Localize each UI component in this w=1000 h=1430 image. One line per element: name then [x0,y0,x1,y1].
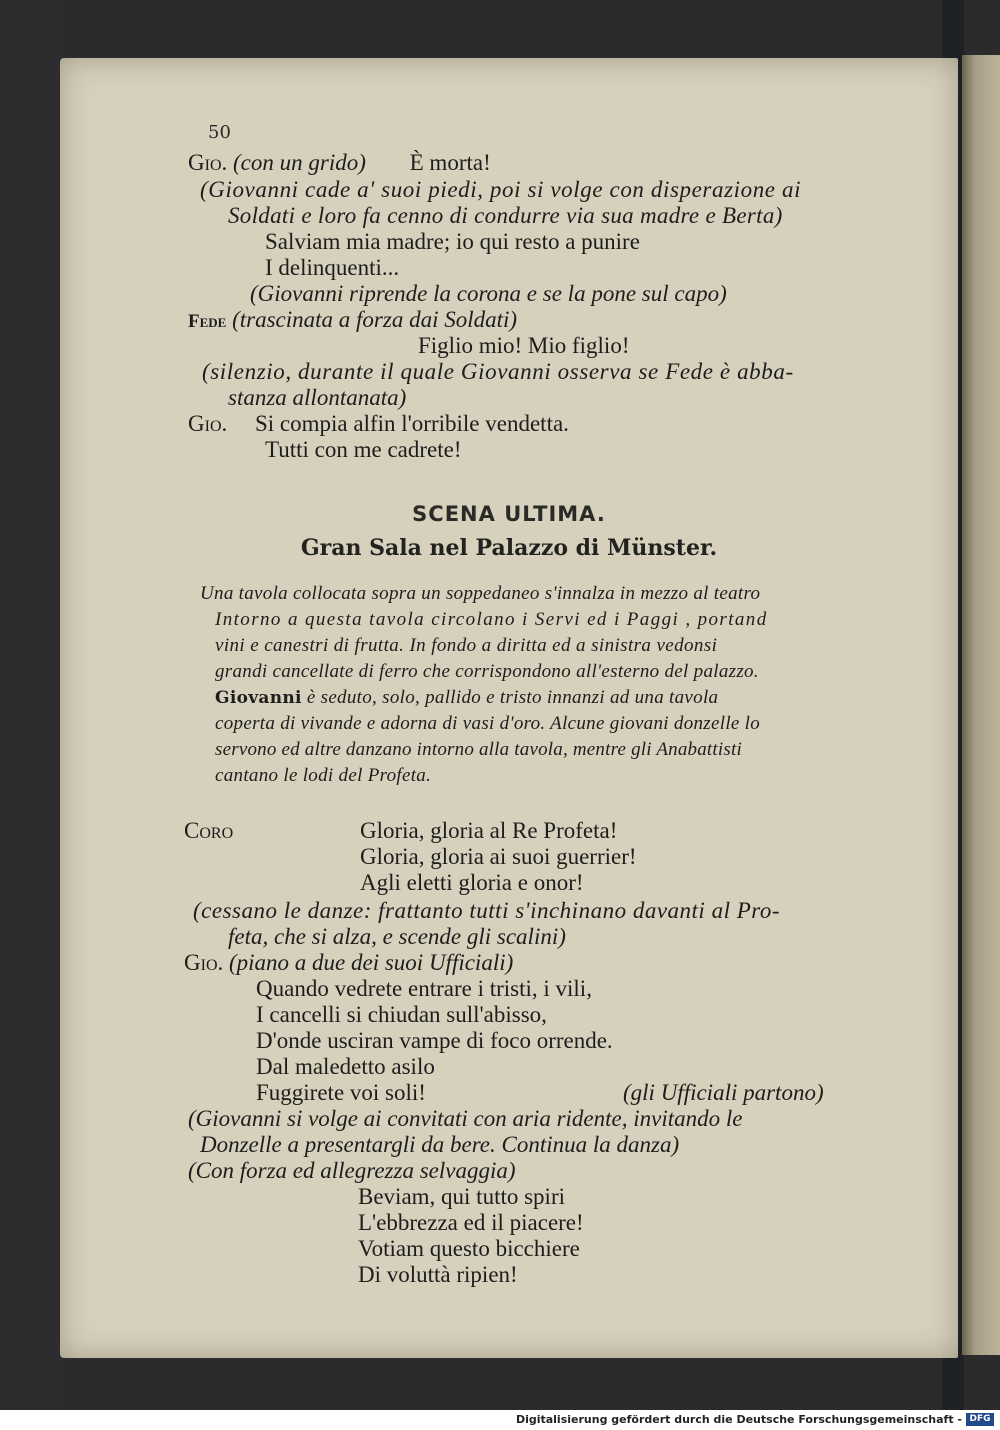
book-page [60,58,958,1358]
stage-direction: (Con forza ed allegrezza selvaggia) [188,1158,516,1183]
footer-credit: Digitalisierung gefördert durch die Deutsche Forschungsgemeinschaft - [515,1413,962,1426]
verse-line: I cancelli si chiudan sull'abisso, [256,1002,547,1027]
verse-line: D'onde usciran vampe di foco orrende. [256,1028,613,1053]
stage-direction: Soldati e loro fa cenno di condurre via sua madre e Berta) [228,203,783,228]
scene-description-line: cantano le lodi del Profeta. [215,765,432,786]
verse-text: È morta! [409,150,491,175]
speaker-label: Gio. [188,150,228,175]
stage-direction: (silenzio, durante il quale Giovanni osserva se Fede è abba- [202,359,794,384]
verse-line: Figlio mio! Mio figlio! [418,333,630,358]
scene-description-line: Una tavola collocata sopra un soppedaneo s'innalza in mezzo al teatro [200,583,761,604]
verse-line: I delinquenti... [265,255,400,280]
verse-line: Votiam questo bicchiere [358,1236,580,1261]
character-name: Giovanni [215,688,302,708]
verse-line: Agli eletti gloria e onor! [360,870,584,895]
dialogue-line [188,150,491,176]
verse-text: Si compia alfin l'orribile vendetta. [255,411,569,436]
stage-direction: (Giovanni si volge ai convitati con aria ridente, invitando le [188,1106,743,1131]
dialogue-line [184,950,513,976]
scanner-background-left [0,0,62,1410]
speaker-label: Coro [184,818,234,843]
stage-direction: (cessano le danze: frattanto tutti s'inchinano davanti al Pro- [193,898,781,923]
verse-line: Fuggirete voi soli! [256,1080,426,1105]
verse-line: L'ebbrezza ed il piacere! [358,1210,584,1235]
verse-line: Gloria, gloria al Re Profeta! [360,818,618,843]
scene-description-line [215,686,718,710]
dfg-logo: DFG [966,1413,994,1426]
scene-description-line: coperta di vivande e adorna di vasi d'oro. Alcune giovani donzelle lo [215,713,761,734]
dialogue-line [188,307,517,335]
stage-direction: (gli Ufficiali partono) [623,1080,824,1105]
scene-subtitle: Gran Sala nel Palazzo di Münster. [300,535,718,561]
stage-direction: Donzelle a presentargli da bere. Continua la danza) [200,1132,680,1157]
verse-line: Salviam mia madre; io qui resto a punire [265,229,640,254]
verse-line: Dal maledetto asilo [256,1054,435,1079]
speaker-label: Gio. [188,411,228,436]
scene-description-line: grandi cancellate di ferro che corrispondono all'esterno del palazzo. [215,661,759,682]
scene-description-text: è seduto, solo, pallido e tristo innanzi ad una tavola [301,687,719,708]
stage-direction: (con un grido) [233,150,366,175]
verse-line: Gloria, gloria ai suoi guerrier! [360,844,637,869]
dialogue-line [184,818,233,844]
scene-description-line: vini e canestri di frutta. In fondo a diritta ed a sinistra vedonsi [215,635,718,656]
verse-line: Tutti con me cadrete! [265,437,462,462]
page-number: 50 [208,122,231,143]
scene-description-line: Intorno a questa tavola circolano i Servi ed i Paggi , portand [215,609,768,630]
dialogue-line [188,411,569,437]
stage-direction: (piano a due dei suoi Ufficiali) [229,950,514,975]
verse-line: Di voluttà ripien! [358,1262,518,1287]
stage-direction: (Giovanni cade a' suoi piedi, poi si volge con disperazione ai [200,177,802,202]
scene-description-line: servono ed altre danzano intorno alla tavola, mentre gli Anabattisti [215,739,742,760]
speaker-label: Fede [188,311,227,332]
stage-direction: feta, che si alza, e scende gli scalini) [228,924,566,949]
stage-direction: (trascinata a forza dai Soldati) [232,307,518,332]
verse-line: Quando vedrete entrare i tristi, i vili, [256,976,592,1001]
speaker-label: Gio. [184,950,224,975]
adjacent-page-edge [962,55,1000,1355]
scene-title: SCENA ULTIMA. [412,502,606,526]
stage-direction: stanza allontanata) [228,385,407,410]
verse-line: Beviam, qui tutto spiri [358,1184,565,1209]
stage-direction: (Giovanni riprende la corona e se la pone sul capo) [250,281,727,306]
digitization-footer [0,1410,1000,1430]
